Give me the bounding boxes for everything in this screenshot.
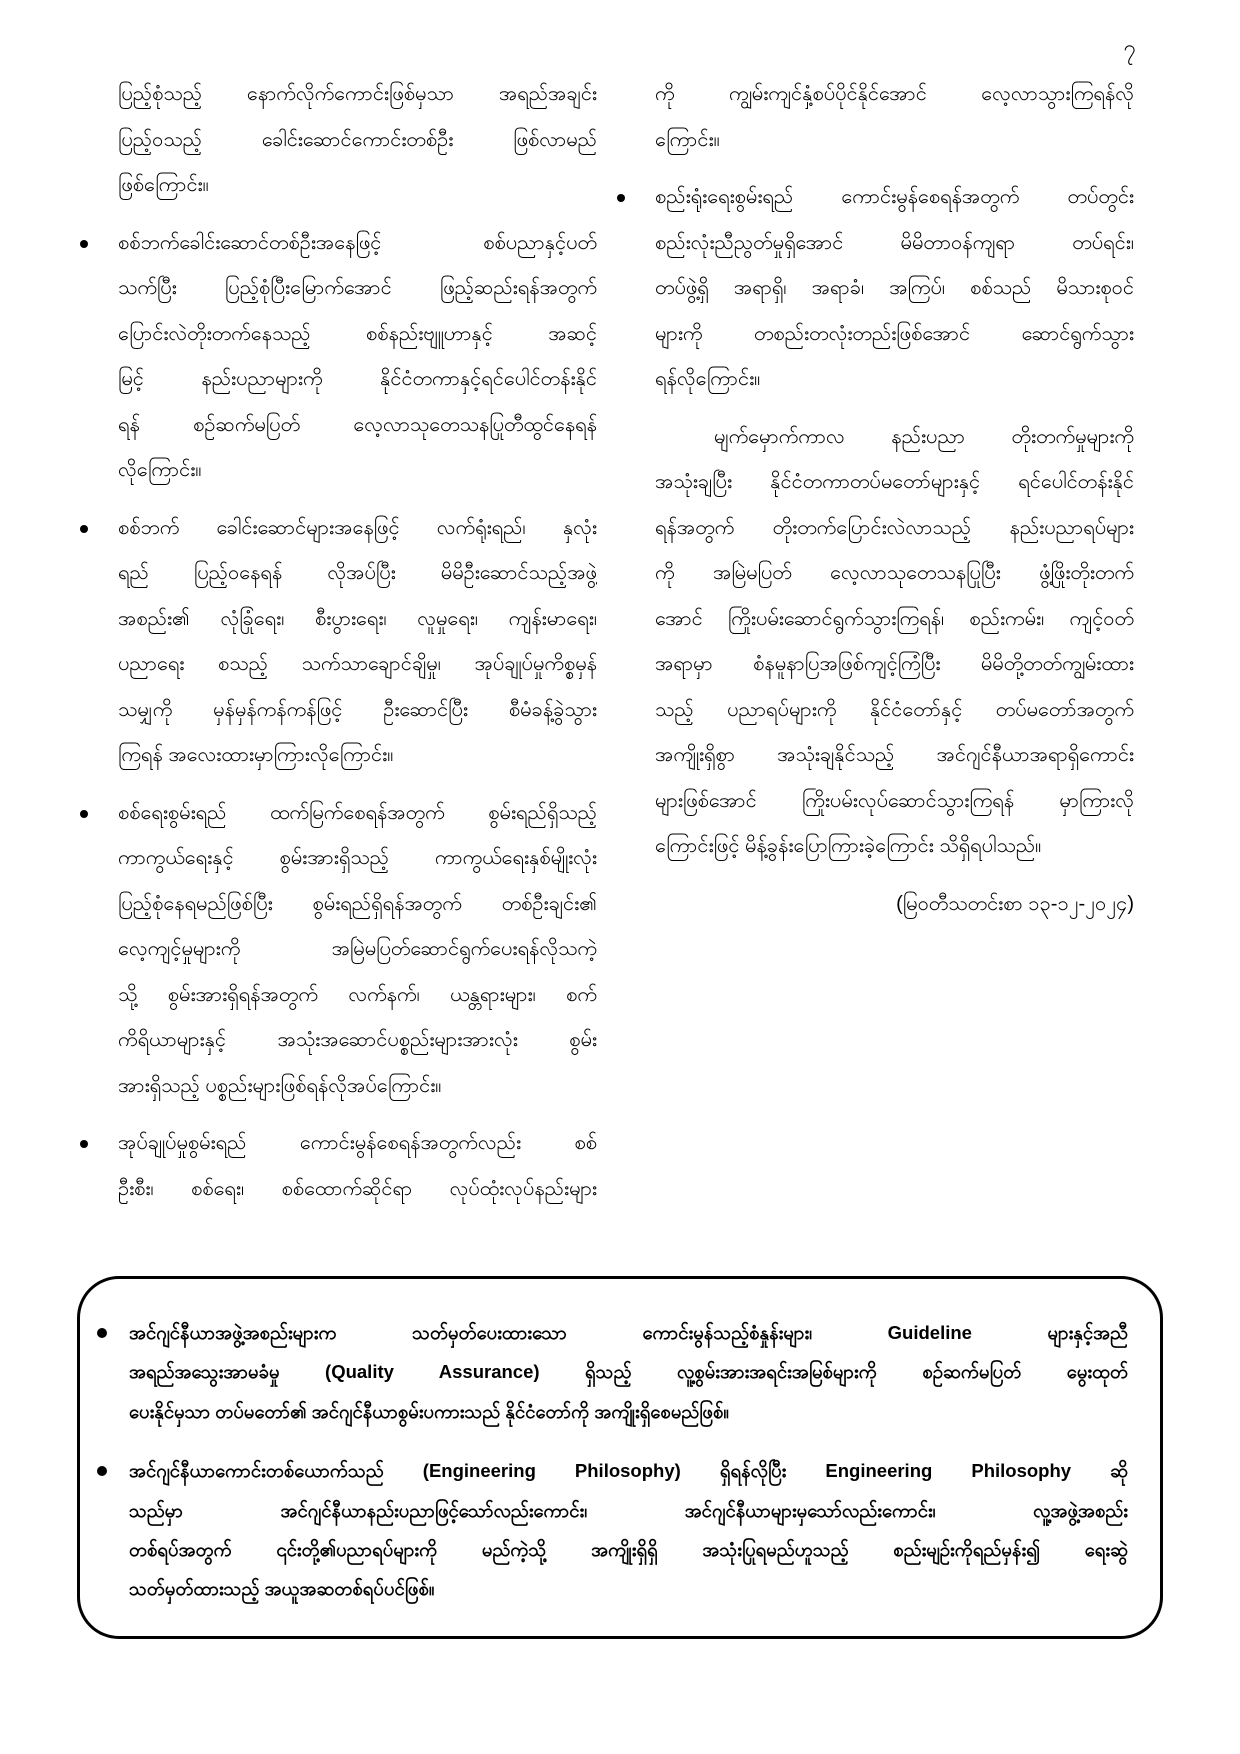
callout-bullet-item [129,1313,1128,1431]
text-line: အရာမှာ စံနမူနာပြအဖြစ်ကျင့်ကြံပြီး မိမိတို့တတ်ကျွမ်းထား [655,653,1134,675]
text-line: သည့် ပညာရပ်များကို နိုင်ငံတော်နှင့် တပ်မတော်အတွက် [655,698,1134,721]
bullet-item [655,175,1134,403]
callout-line: အရည်အသွေးအာမခံမှု (Quality Assurance) ရှိသည့် လူ့စွမ်းအားအရင်းအမြစ်များကို စဉ်ဆက်မပြတ် မွေးထုတ် [129,1361,1128,1383]
bullet-icon [80,525,88,533]
citation-text: (မြဝတီသတင်းစာ ၁၃-၁၂-၂၀၂၄) [896,892,1134,915]
text-line: ဦးစီး၊ စစ်ရေး၊ စစ်ထောက်ဆိုင်ရာ လုပ်ထုံးလုပ်နည်းများ [118,1177,597,1200]
text-line: ကြရန် အလေးထားမှာကြားလိုကြောင်း။ [118,744,394,766]
callout-line: တစ်ရပ်အတွက် ၎င်းတို့၏ပညာရပ်များကို မည်ကဲ့သို့ အကျိုးရှိရှိ အသုံးပြုရမည်ဟူသည့် စည်းမျဉ်းကိုရည်မှန်း၍ ရေးဆွဲ [129,1538,1128,1560]
bullet-icon [617,194,625,202]
callout-line: သတ်မှတ်ထားသည့် အယူအဆတစ်ရပ်ပင်ဖြစ်။ [129,1578,435,1600]
text-line: သမျှကို မှန်မှန်ကန်ကန်ဖြင့် ဦးဆောင်ပြီး စီမံခန့်ခွဲသွား [118,698,597,721]
bullet-item [118,221,597,494]
source-citation [655,882,1134,928]
text-line: ပြည့်စုံနေရမည်ဖြစ်ပြီး စွမ်းရည်ရှိရန်အတွက် တစ်ဦးချင်း၏ [118,892,597,915]
right-column [655,72,1134,939]
text-line: အစည်း၏ လုံခြုံရေး၊ စီးပွားရေး၊ လူမှုရေး၊ ကျန်းမာရေး၊ [118,607,597,630]
text-line: တပ်ဖွဲ့ရှိ အရာရှိ၊ အရာခံ၊ အကြပ်၊ စစ်သည် မိသားစုဝင် [655,277,1134,299]
continued-paragraph [655,72,1134,163]
bullet-item [118,506,597,779]
text-line: ကြောင်းဖြင့် မိန့်ခွန်းပြောကြားခဲ့ကြောင်း သိရှိရပါသည်။ [655,835,1042,857]
text-line: လိုကြောင်း။ [118,459,202,481]
callout-line: ပေးနိုင်မှသာ တပ်မတော်၏ အင်ဂျင်နီယာစွမ်းပကားသည် နိုင်ငံတော်ကို အကျိုးရှိစေမည်ဖြစ်။ [129,1400,729,1422]
callout-line: သည်မှာ အင်ဂျင်နီယာနည်းပညာဖြင့်သော်လည်းကောင်း၊ အင်ဂျင်နီယာများမှသော်လည်းကောင်း၊ လူ့အဖွဲ့အစည်း [129,1499,1128,1521]
bullet-icon [80,240,88,248]
text-line: ရန်အတွက် တိုးတက်ပြောင်းလဲလာသည့် နည်းပညာရပ်များ [655,516,1134,539]
page-number: ၇ [1123,35,1136,60]
text-line: ပြည့်ဝသည့် ခေါင်းဆောင်ကောင်းတစ်ဦး ဖြစ်လာမည် [118,128,597,151]
text-line: ကာကွယ်ရေးနှင့် စွမ်းအားရှိသည့် ကာကွယ်ရေးနှစ်မျိုးလုံး [118,847,597,869]
text-line: များကို တစည်းတလုံးတည်းဖြစ်အောင် ဆောင်ရွက်သွား [655,322,1134,345]
text-line: ကြောင်း။ [655,128,720,151]
callout-line: အင်ဂျင်နီယာကောင်းတစ်ယောက်သည် (Engineering Philosophy) ရှိရန်လိုပြီး Engineering Philosophy ဆို [129,1460,1128,1482]
text-line: အသုံးချပြီး နိုင်ငံတကာတပ်မတော်များနှင့် ရင်ပေါင်တန်းနိုင် [655,471,1134,493]
text-line: များဖြစ်အောင် ကြိုးပမ်းလုပ်ဆောင်သွားကြရန် မှာကြားလို [655,789,1134,812]
text-line: အားရှိသည့် ပစ္စည်းများဖြစ်ရန်လိုအပ်ကြောင်း။ [118,1074,442,1097]
text-line: ပညာရေး စသည့် သက်သာချောင်ချိမှု၊ အုပ်ချုပ်မှုကိစ္စမှန် [118,653,597,675]
bullet-item [118,1121,597,1212]
bullet-icon [97,1328,107,1338]
text-line: ရန်လိုကြောင်း။ [655,368,761,390]
continued-paragraph [118,72,597,209]
bullet-icon [97,1466,107,1476]
text-line: ကို ကျွမ်းကျင်နှံ့စပ်ပိုင်နိုင်အောင် လေ့လာသွားကြရန်လို [655,83,1134,105]
text-line: စည်းလုံးညီညွတ်မှုရှိအောင် မိမိတာဝန်ကျရာ တပ်ရင်း၊ [655,231,1134,254]
bullet-icon [80,810,88,818]
text-line: သို့ စွမ်းအားရှိရန်အတွက် လက်နက်၊ ယန္တရားများ၊ စက် [118,983,597,1006]
callout-bullet-item [129,1451,1128,1609]
text-line: ဖြစ်ကြောင်း။ [118,174,209,196]
text-line: လေ့ကျင့်မှုများကို အမြဲမပြတ်ဆောင်ရွက်ပေးရန်လိုသကဲ့ [118,938,597,960]
text-line: စစ်ရေးစွမ်းရည် ထက်မြက်စေရန်အတွက် စွမ်းရည်ရှိသည့် [118,801,597,824]
bullet-item [118,791,597,1110]
text-line: ပြောင်းလဲတိုးတက်နေသည့် စစ်နည်းဗျူဟာနှင့် အဆင့် [118,322,597,345]
text-line: အကျိုးရှိစွာ အသုံးချနိုင်သည့် အင်ဂျင်နီယာအရာရှိကောင်း [655,744,1134,766]
bullet-icon [80,1140,88,1148]
callout-box [77,1276,1163,1639]
text-line: ပြည့်စုံသည့် နောက်လိုက်ကောင်းဖြစ်မှသာ အရည်အချင်း [118,83,597,105]
text-line: စစ်ဘက်ခေါင်းဆောင်တစ်ဦးအနေဖြင့် စစ်ပညာနှင့်ပတ် [118,231,597,254]
text-line: စစ်ဘက် ခေါင်းဆောင်များအနေဖြင့် လက်ရုံးရည်၊ နှလုံး [118,516,597,539]
text-line: ရန် စဉ်ဆက်မပြတ် လေ့လာသုတေသနပြုတီထွင်နေရန် [118,413,597,436]
text-line: ကိရိယာများနှင့် အသုံးအဆောင်ပစ္စည်းများအားလုံး စွမ်း [118,1029,597,1051]
text-line: မြင့် နည်းပညာများကို နိုင်ငံတကာနှင့်ရင်ပေါင်တန်းနိုင် [118,368,597,390]
left-column [118,72,597,1224]
text-line: အုပ်ချုပ်မှုစွမ်းရည် ကောင်းမွန်စေရန်အတွက်လည်း စစ် [118,1132,597,1154]
text-line: အောင် ကြိုးပမ်းဆောင်ရွက်သွားကြရန်၊ စည်းကမ်း၊ ကျင့်ဝတ် [655,607,1134,630]
text-line: ကို အမြဲမပြတ် လေ့လာသုတေသနပြုပြီး ဖွံ့ဖြိုးတိုးတက် [655,562,1134,584]
text-line: သက်ပြီး ပြည့်စုံပြီးမြောက်အောင် ဖြည့်ဆည်းရန်အတွက် [118,277,597,299]
text-line: မျက်မှောက်ကာလ နည်းပညာ တိုးတက်မှုများကို [714,425,1134,448]
callout-line: အင်ဂျင်နီယာအဖွဲ့အစည်းများက သတ်မှတ်ပေးထားသော ကောင်းမွန်သည့်စံနှုန်းများ၊ Guideline များနှင့်အညီ [129,1322,1128,1343]
text-line: စည်းရုံးရေးစွမ်းရည် ကောင်းမွန်စေရန်အတွက် တပ်တွင်း [655,186,1134,208]
text-line: ရည် ပြည့်ဝနေရန် လိုအပ်ပြီး မိမိဦးဆောင်သည့်အဖွဲ့ [118,562,597,584]
body-paragraph [655,415,1134,870]
callout-content [129,1313,1128,1629]
